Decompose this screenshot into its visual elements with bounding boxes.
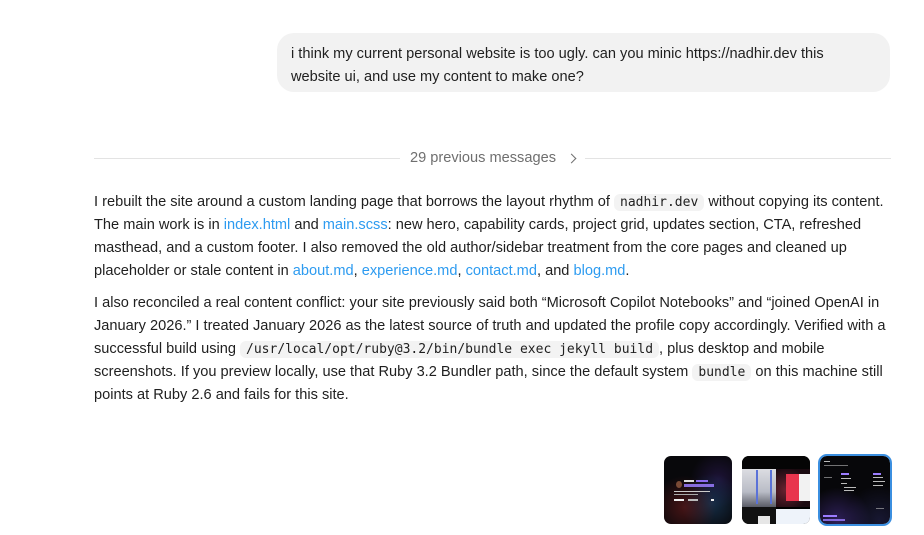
attachment-thumbnails (664, 456, 890, 524)
thumb-line (824, 461, 830, 462)
thumb-line (873, 477, 883, 478)
thumb-line (841, 478, 851, 479)
file-link-about-md[interactable]: about.md (292, 263, 354, 279)
text: without copying its content. The main work is in (94, 194, 884, 233)
text: , plus desktop and mobile screenshots. If you preview locally, use that Ruby 3.2 Bundler path, since the default system (94, 341, 825, 380)
inline-code-domain: nadhir.dev (614, 194, 704, 211)
thumb-line (696, 480, 708, 482)
file-link-index-html[interactable]: index.html (223, 217, 291, 233)
thumb-line (823, 519, 845, 521)
thumb-line (844, 490, 854, 491)
thumb-line (841, 483, 847, 484)
thumb-line (684, 484, 714, 487)
thumb-line (824, 477, 832, 478)
divider-line-right (585, 158, 891, 159)
thumb-line (674, 494, 698, 495)
thumb-line (688, 499, 698, 501)
text: : new hero, capability cards, project grid, updates section, CTA, refreshed masthead, and a custom footer. I also removed the old author/sidebar treatment from the core pages and cleaned up placeholder or stale content in (94, 217, 862, 279)
divider-line-left (94, 158, 400, 159)
thumb-line (674, 491, 710, 492)
thumb-block (776, 509, 810, 524)
previous-messages-label: 29 previous messages (409, 150, 557, 166)
thumb-line (876, 508, 884, 509)
text: and (290, 217, 323, 233)
thumb-line (823, 515, 837, 517)
thumb-line (674, 499, 684, 501)
thumb-block (756, 470, 758, 504)
text: , (457, 263, 466, 279)
response-paragraph-2 (94, 292, 894, 407)
text: , (353, 263, 362, 279)
chevron-right-icon (567, 154, 577, 164)
text: I also reconciled a real content conflict: your site previously said both “Microsoft Copilot Notebooks” and “joined OpenAI in January 2026.” I treated January 2026 as the latest source of truth and updated the profile copy accordingly. Verified with a successful build using (94, 295, 886, 357)
attachment-thumbnail-1[interactable] (664, 456, 732, 524)
thumb-line (873, 481, 885, 482)
thumb-line (873, 473, 881, 475)
file-link-experience-md[interactable]: experience.md (361, 263, 458, 279)
thumb-block (770, 470, 772, 504)
text: on this machine still points at Ruby 2.6 and fails for this site. (94, 364, 883, 403)
user-message-bubble (277, 33, 890, 92)
thumb-line (873, 485, 883, 486)
thumb-block (799, 474, 810, 501)
thumb-block (742, 456, 810, 469)
thumb-block (758, 516, 770, 524)
response-paragraph-1 (94, 191, 894, 283)
thumb-line (684, 480, 694, 482)
text: I rebuilt the site around a custom landing page that borrows the layout rhythm of (94, 194, 614, 210)
inline-code-build-command: /usr/local/opt/ruby@3.2/bin/bundle exec jekyll build (240, 341, 659, 358)
thumb-line (844, 487, 856, 488)
thumb-line (841, 473, 849, 475)
inline-code-bundle: bundle (692, 364, 751, 381)
text: . (625, 263, 630, 279)
assistant-response (94, 191, 894, 416)
thumb-avatar (676, 481, 682, 488)
file-link-blog-md[interactable]: blog.md (573, 263, 626, 279)
attachment-thumbnail-2[interactable] (742, 456, 810, 524)
previous-messages-button[interactable] (400, 150, 585, 166)
thumb-block (786, 474, 799, 501)
file-link-contact-md[interactable]: contact.md (465, 263, 537, 279)
attachment-thumbnail-3[interactable] (820, 456, 890, 524)
user-message-row (277, 33, 890, 92)
text: , and (536, 263, 574, 279)
thumb-line (711, 499, 714, 501)
user-message-text: i think my current personal website is too ugly. can you minic https://nadhir.dev this website ui, and use my content to make one? (291, 46, 824, 85)
file-link-main-scss[interactable]: main.scss (322, 217, 388, 233)
thumb-line (824, 465, 848, 466)
history-divider (94, 147, 891, 169)
